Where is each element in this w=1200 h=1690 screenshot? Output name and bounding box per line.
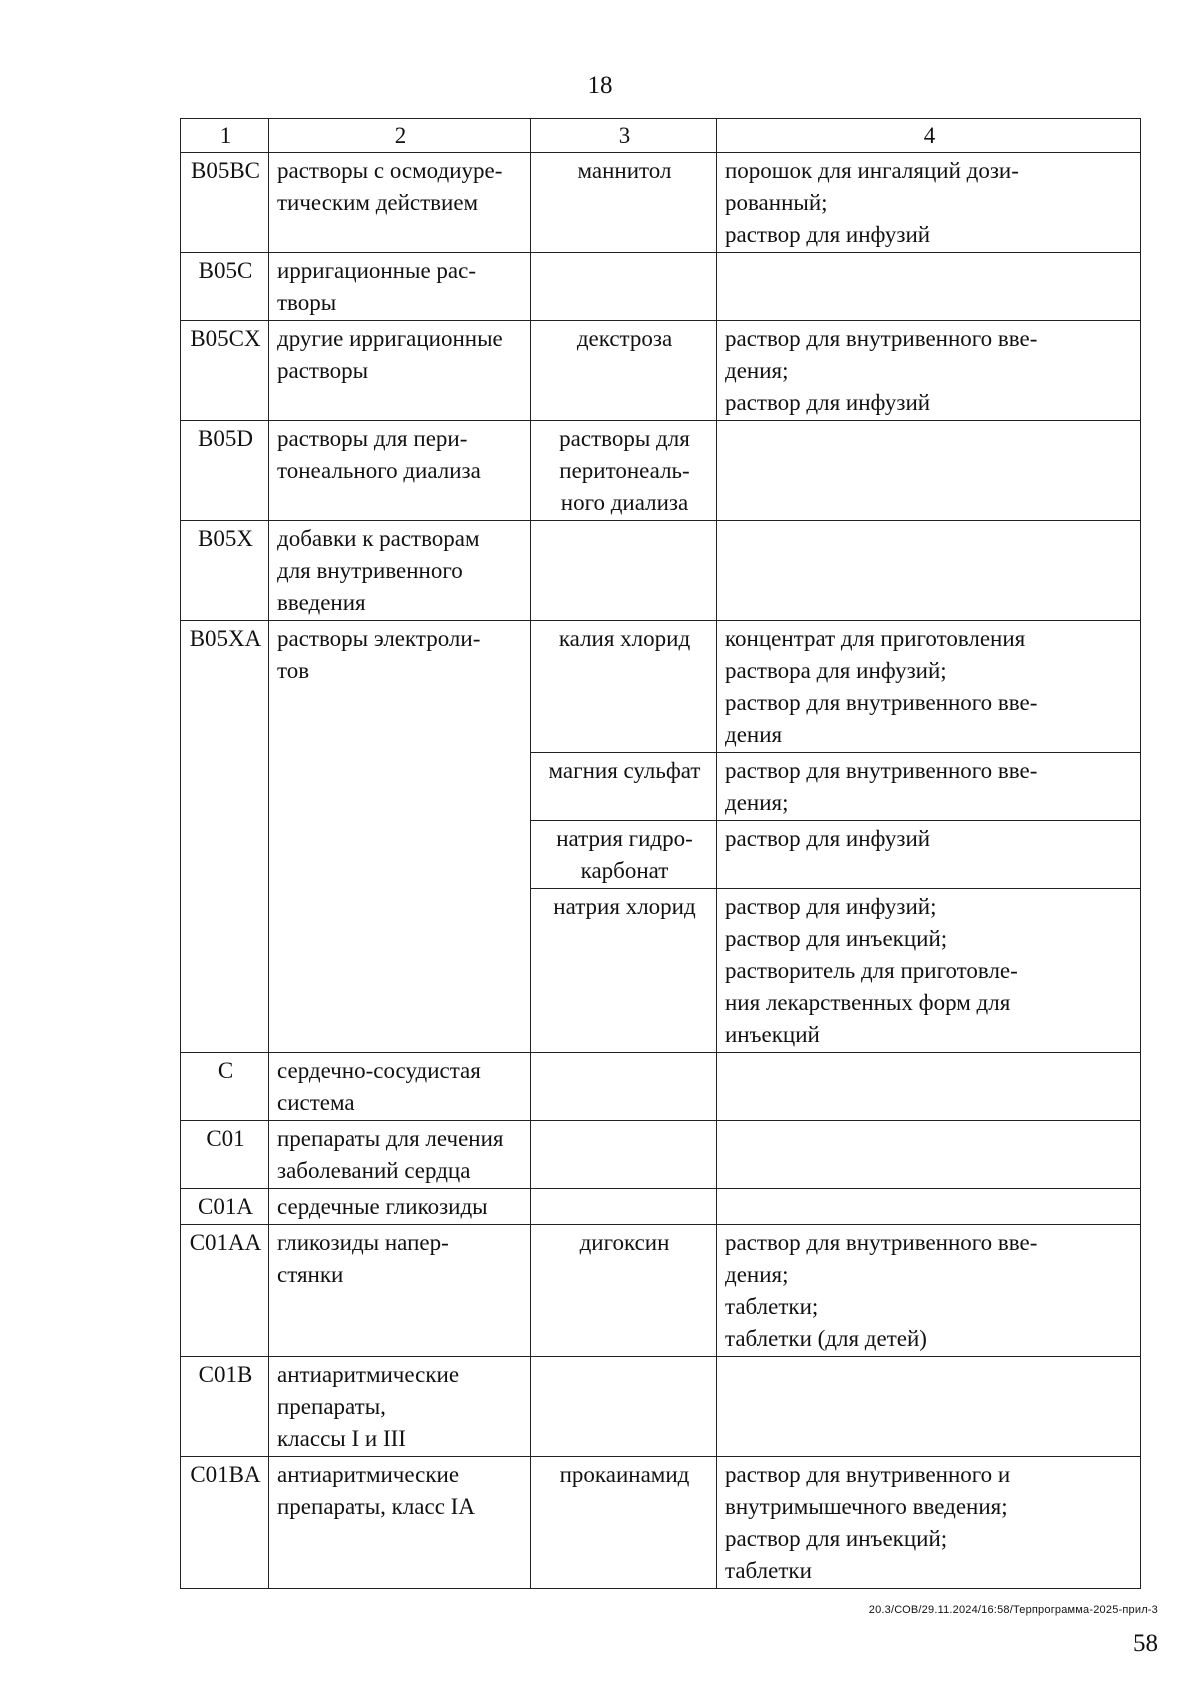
anatomical-group-cell <box>269 321 531 421</box>
form-text-line: растворитель для приготовле- <box>725 958 1018 983</box>
group-text-line: сердечно-сосудистая <box>277 1058 481 1083</box>
group-text-line: стянки <box>277 1262 344 1287</box>
drug-text-line: магния сульфат <box>548 758 701 783</box>
group-text-line: введения <box>277 590 366 615</box>
table-row <box>181 253 1141 321</box>
form-text-line: раствор для инфузий <box>725 826 931 851</box>
dosage-forms-cell <box>717 421 1141 521</box>
group-text-line: растворы электроли- <box>277 626 481 651</box>
anatomical-group-cell <box>269 1189 531 1225</box>
anatomical-group-cell <box>269 421 531 521</box>
form-text-line: дения; <box>725 1262 789 1287</box>
drug-name-cell <box>531 1457 717 1589</box>
anatomical-group-cell <box>269 1225 531 1357</box>
dosage-forms-cell <box>717 521 1141 621</box>
drug-name-cell <box>531 321 717 421</box>
form-text-line: раствор для внутривенного вве- <box>725 1230 1038 1255</box>
drug-name-cell <box>531 1189 717 1225</box>
drug-name-cell <box>531 153 717 253</box>
anatomical-group-cell <box>269 1357 531 1457</box>
dosage-forms-cell <box>717 321 1141 421</box>
drug-text-line: натрия гидро- <box>556 826 693 851</box>
dosage-forms-cell <box>717 153 1141 253</box>
atc-code-cell: B05XA <box>181 621 269 1053</box>
drug-name-cell <box>531 753 717 821</box>
table-body <box>181 119 1141 1589</box>
drug-text-line: декстроза <box>576 326 673 351</box>
table-row <box>181 1457 1141 1589</box>
group-text-line: тонеального диализа <box>277 458 481 483</box>
form-text-line: раствор для внутривенного и <box>725 1462 1011 1487</box>
dosage-forms-cell <box>717 1357 1141 1457</box>
form-text-line: ния лекарственных форм для <box>725 990 1011 1015</box>
table-row <box>181 421 1141 521</box>
atc-code-cell: C01B <box>181 1357 269 1457</box>
table-row <box>181 321 1141 421</box>
drug-text-line: калия хлорид <box>558 626 691 651</box>
drug-name-cell <box>531 1121 717 1189</box>
group-text-line: тов <box>277 658 310 683</box>
drug-text-line: натрия хлорид <box>553 894 696 919</box>
header-cell-drug: 3 <box>531 119 717 153</box>
form-text-line: внутримышечного введения; <box>725 1494 1008 1519</box>
atc-code-cell: B05CX <box>181 321 269 421</box>
header-cell-group: 2 <box>269 119 531 153</box>
form-text-line: таблетки (для детей) <box>725 1326 927 1351</box>
atc-code-cell: C01AA <box>181 1225 269 1357</box>
form-text-line: раствора для инфузий; <box>725 658 947 683</box>
group-text-line: другие ирригационные <box>277 326 503 351</box>
drug-name-cell <box>531 421 717 521</box>
form-text-line: инъекций <box>725 1022 820 1047</box>
table-row <box>181 1225 1141 1357</box>
group-text-line: гликозиды напер- <box>277 1230 449 1255</box>
atc-code-cell: C01A <box>181 1189 269 1225</box>
dosage-forms-cell <box>717 621 1141 753</box>
form-text-line: раствор для инъекций; <box>725 926 948 951</box>
group-text-line: растворы для пери- <box>277 426 468 451</box>
form-text-line: дения <box>725 722 783 747</box>
group-text-line: растворы <box>277 358 369 383</box>
form-text-line: таблетки; <box>725 1294 819 1319</box>
form-text-line: раствор для инфузий <box>725 222 931 247</box>
group-text-line: заболеваний сердца <box>277 1158 471 1183</box>
form-text-line: раствор для инфузий; <box>725 894 937 919</box>
form-text-line: раствор для внутривенного вве- <box>725 690 1038 715</box>
group-text-line: антиаритмические <box>277 1362 460 1387</box>
drug-text-line: ного диализа <box>560 490 689 515</box>
page-number: 18 <box>587 72 613 99</box>
table-row <box>181 1121 1141 1189</box>
group-text-line: растворы с осмодиуре- <box>277 158 503 183</box>
anatomical-group-cell <box>269 521 531 621</box>
drug-name-cell <box>531 1053 717 1121</box>
table-row <box>181 1357 1141 1457</box>
anatomical-group-cell <box>269 1053 531 1121</box>
atc-code-cell: B05C <box>181 253 269 321</box>
dosage-forms-cell <box>717 1121 1141 1189</box>
form-text-line: таблетки <box>725 1558 812 1583</box>
drug-text-line: карбонат <box>580 858 669 883</box>
dosage-forms-cell <box>717 889 1141 1053</box>
drug-name-cell <box>531 521 717 621</box>
drug-name-cell <box>531 1357 717 1457</box>
anatomical-group-cell <box>269 1121 531 1189</box>
drug-text-line: перитонеаль- <box>559 458 690 483</box>
form-text-line: раствор для внутривенного вве- <box>725 326 1038 351</box>
form-text-line: раствор для инфузий <box>725 390 931 415</box>
group-text-line: препараты, класс IA <box>277 1494 475 1519</box>
anatomical-group-cell <box>269 253 531 321</box>
header-cell-forms: 4 <box>717 119 1141 153</box>
form-text-line: концентрат для приготовления <box>725 626 1026 651</box>
dosage-forms-cell <box>717 821 1141 889</box>
form-text-line: раствор для инъекций; <box>725 1526 948 1551</box>
drug-text-line: растворы для <box>559 426 690 451</box>
group-text-line: ирригационные рас- <box>277 258 476 283</box>
drug-name-cell <box>531 821 717 889</box>
group-text-line: для внутривенного <box>277 558 463 583</box>
atc-code-cell: B05D <box>181 421 269 521</box>
atc-code-cell: C01BA <box>181 1457 269 1589</box>
group-text-line: препараты для лечения <box>277 1126 504 1151</box>
form-text-line: раствор для внутривенного вве- <box>725 758 1038 783</box>
group-text-line: добавки к растворам <box>277 526 480 551</box>
group-text-line: антиаритмические <box>277 1462 460 1487</box>
drug-text-line: маннитол <box>577 158 672 183</box>
drug-table <box>180 118 1141 1589</box>
atc-code-cell: B05BC <box>181 153 269 253</box>
group-text-line: сердечные гликозиды <box>277 1194 488 1219</box>
dosage-forms-cell <box>717 753 1141 821</box>
group-text-line: творы <box>277 290 337 315</box>
dosage-forms-cell <box>717 253 1141 321</box>
drug-name-cell <box>531 621 717 753</box>
group-text-line: тическим действием <box>277 190 479 215</box>
group-text-line: препараты, <box>277 1394 386 1419</box>
anatomical-group-cell <box>269 621 531 1053</box>
footer-page-number: 58 <box>1133 1630 1158 1657</box>
footer-document-code: 20.3/СОВ/29.11.2024/16:58/Терпрограмма-2025-прил-3 <box>868 1604 1158 1616</box>
dosage-forms-cell <box>717 1457 1141 1589</box>
atc-code-cell: B05X <box>181 521 269 621</box>
form-text-line: порошок для ингаляций дози- <box>725 158 1019 183</box>
drug-name-cell <box>531 1225 717 1357</box>
atc-code-cell: C01 <box>181 1121 269 1189</box>
drug-text-line: дигоксин <box>579 1230 670 1255</box>
drug-name-cell <box>531 889 717 1053</box>
anatomical-group-cell <box>269 153 531 253</box>
group-text-line: система <box>277 1090 355 1115</box>
drug-name-cell <box>531 253 717 321</box>
anatomical-group-cell <box>269 1457 531 1589</box>
dosage-forms-cell <box>717 1225 1141 1357</box>
header-cell-code: 1 <box>181 119 269 153</box>
table-row <box>181 521 1141 621</box>
group-text-line: классы I и III <box>277 1426 406 1451</box>
table-header-row <box>181 119 1141 153</box>
form-text-line: дения; <box>725 790 789 815</box>
drug-text-line: прокаинамид <box>559 1462 690 1487</box>
table-row <box>181 1189 1141 1225</box>
atc-code-cell: C <box>181 1053 269 1121</box>
form-text-line: дения; <box>725 358 789 383</box>
form-text-line: рованный; <box>725 190 828 215</box>
table-row <box>181 621 1141 753</box>
table-row <box>181 153 1141 253</box>
table-row <box>181 1053 1141 1121</box>
dosage-forms-cell <box>717 1053 1141 1121</box>
dosage-forms-cell <box>717 1189 1141 1225</box>
